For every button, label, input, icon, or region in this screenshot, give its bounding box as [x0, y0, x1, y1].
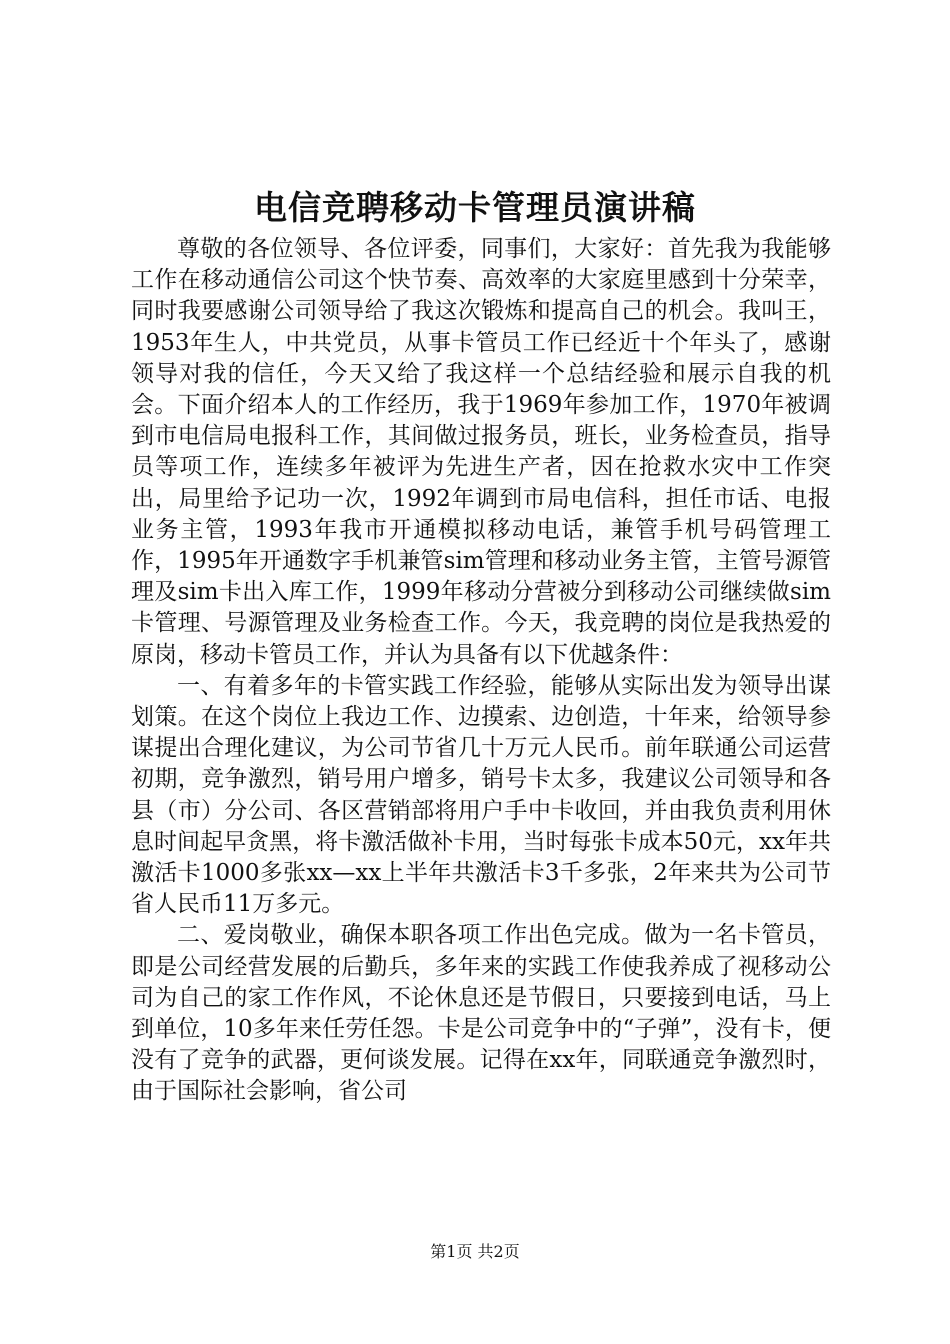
document-body — [131, 234, 831, 1108]
paragraph-intro: 尊敬的各位领导、各位评委，同事们，大家好：首先我为我能够工作在移动通信公司这个快节奏、高效率的大家庭里感到十分荣幸，同时我要感谢公司领导给了我这次锻炼和提高自己的机会。我叫王，1953年生人，中共党员，从事卡管员工作已经近十个年头了，感谢领导对我的信任，今天又给了我这样一个总结经验和展示自我的机会。下面介绍本人的工作经历，我于1969年参加工作，1970年被调到市电信局电报科工作，其间做过报务员，班长，业务检查员，指导员等项工作，连续多年被评为先进生产者，因在抢救水灾中工作突出，局里给予记功一次，1992年调到市局电信科，担任市话、电报业务主管，1993年我市开通模拟移动电话，兼管手机号码管理工作，1995年开通数字手机兼管sim管理和移动业务主管，主管号源管理及sim卡出入库工作，1999年移动分营被分到移动公司继续做sim卡管理、号源管理及业务检查工作。今天，我竞聘的岗位是我热爱的原岗，移动卡管员工作，并认为具备有以下优越条件： — [131, 236, 831, 668]
document-title: 电信竞聘移动卡管理员演讲稿 — [254, 188, 696, 227]
paragraph-point-two: 二、爱岗敬业，确保本职各项工作出色完成。做为一名卡管员，即是公司经营发展的后勤兵，多年来的实践工作使我养成了视移动公司为自己的家工作作风，不论休息还是节假日，只要接到电话，马上到单位，10多年来任劳任怨。卡是公司竞争中的“子弹”，没有卡，便没有了竞争的武器，更何谈发展。记得在xx年，同联通竞争激烈时，由于国际社会影响，省公司 — [131, 922, 831, 1105]
page-number-footer: 第1页 共2页 — [430, 1242, 520, 1261]
paragraph-point-one: 一、有着多年的卡管实践工作经验，能够从实际出发为领导出谋划策。在这个岗位上我边工作、边摸索、边创造，十年来，给领导参谋提出合理化建议，为公司节省几十万元人民币。前年联通公司运营初期，竞争激烈，销号用户增多，销号卡太多，我建议公司领导和各县（市）分公司、各区营销部将用户手中卡收回，并由我负责利用休息时间起早贪黑，将卡激活做补卡用，当时每张卡成本50元，xx年共激活卡1000多张xx—xx上半年共激活卡3千多张，2年来共为公司节省人民币11万多元。 — [131, 672, 831, 918]
